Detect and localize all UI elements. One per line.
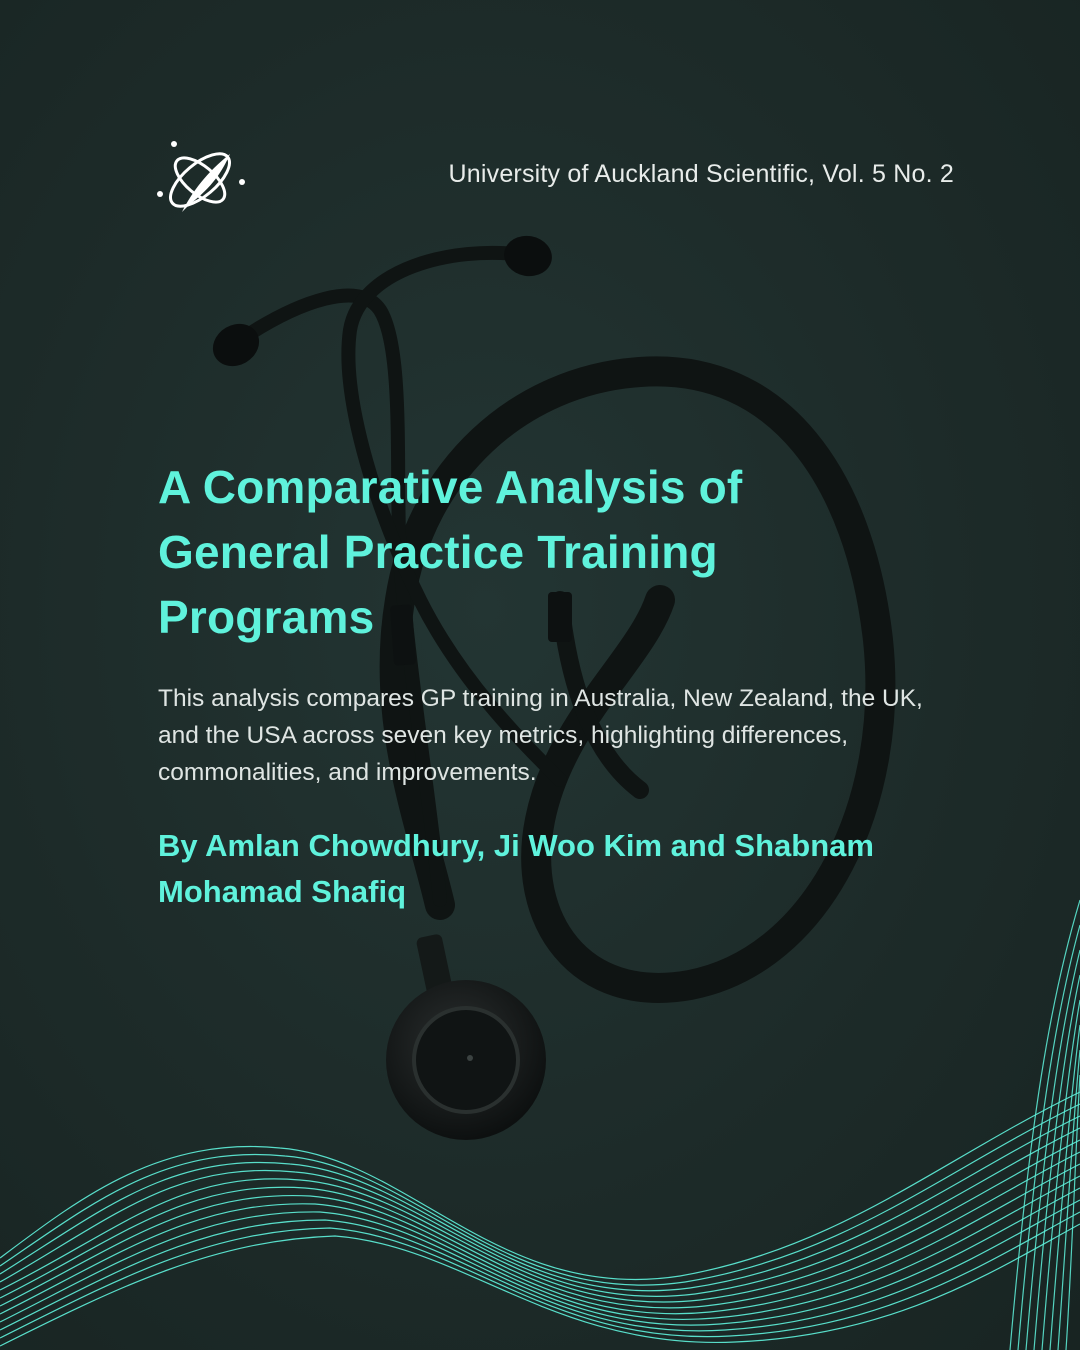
article-authors: By Amlan Chowdhury, Ji Woo Kim and Shabnam Mohamad Shafiq xyxy=(158,828,874,909)
article-content xyxy=(158,455,938,915)
article-summary: This analysis compares GP training in Australia, New Zealand, the UK, and the USA across seven key metrics, highlighting differences, commonalities, and improvements. xyxy=(158,685,923,786)
title-line: General Practice Training xyxy=(158,526,718,578)
title-line: Programs xyxy=(158,591,375,643)
quill-atom-logo-icon xyxy=(152,132,252,222)
journal-name: University of Auckland Scientific, Vol. 5 No. 2 xyxy=(448,160,954,188)
title-line: A Comparative Analysis of xyxy=(158,461,743,513)
article-title xyxy=(158,455,938,650)
wave-lines-decoration xyxy=(0,1092,1080,1346)
